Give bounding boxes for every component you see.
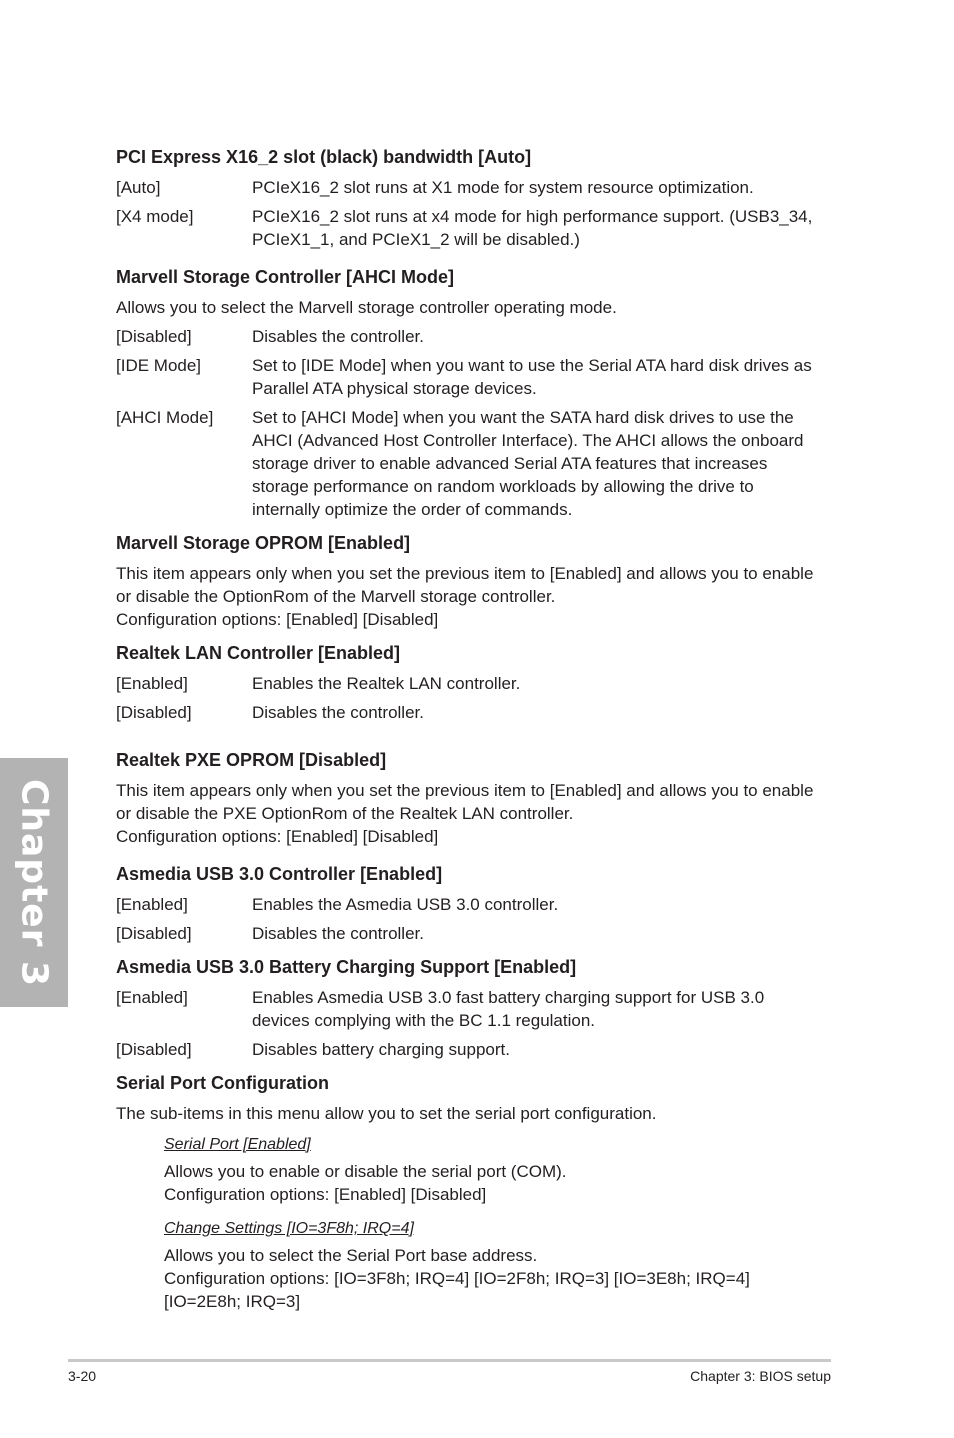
section-heading: Asmedia USB 3.0 Battery Charging Support [Enabled] (116, 957, 577, 977)
option-description-line: Disables the controller. (252, 327, 424, 346)
option-value: [Disabled] (116, 924, 192, 943)
section-description (116, 779, 832, 848)
sub-item (164, 1218, 832, 1313)
sub-item-line: Allows you to select the Serial Port base address. (164, 1246, 538, 1265)
option-row (116, 1038, 832, 1061)
description-line: This item appears only when you set the previous item to [Enabled] and allows you to enable (116, 564, 814, 583)
section-heading: Realtek LAN Controller [Enabled] (116, 643, 401, 663)
option-value: [Disabled] (116, 327, 192, 346)
chapter-side-tab-label: Chapter 3 (13, 778, 55, 987)
section (116, 531, 832, 631)
option-description (252, 893, 832, 916)
option-description-line: devices complying with the BC 1.1 regulation. (252, 1011, 596, 1030)
option-row (116, 701, 832, 724)
section-description (116, 562, 832, 631)
sub-item-line: Allows you to enable or disable the serial port (COM). (164, 1162, 567, 1181)
description-line: Configuration options: [Enabled] [Disabled] (116, 610, 439, 629)
option-description-line: storage performance on random workloads by allowing the drive to (252, 477, 754, 496)
option-row (116, 986, 832, 1032)
option-row (116, 354, 832, 400)
document-body (116, 145, 832, 1325)
option-description (252, 986, 832, 1032)
option-row (116, 176, 832, 199)
section (116, 862, 832, 945)
option-description-line: Enables Asmedia USB 3.0 fast battery charging support for USB 3.0 (252, 988, 765, 1007)
option-description (252, 701, 832, 724)
section-description (116, 296, 832, 319)
option-value: [Enabled] (116, 895, 188, 914)
option-description (252, 205, 832, 251)
option-row (116, 205, 832, 251)
section-heading: Marvell Storage OPROM [Enabled] (116, 533, 411, 553)
option-row (116, 325, 832, 348)
section (116, 265, 832, 521)
sub-item-description (164, 1244, 832, 1313)
section (116, 748, 832, 848)
option-description (252, 354, 832, 400)
sub-item-description (164, 1160, 832, 1206)
option-value: [Disabled] (116, 703, 192, 722)
description-line: Allows you to select the Marvell storage controller operating mode. (116, 298, 617, 317)
sub-item-line: Configuration options: [Enabled] [Disabled] (164, 1185, 487, 1204)
option-description (252, 325, 832, 348)
section-heading: PCI Express X16_2 slot (black) bandwidth [Auto] (116, 147, 532, 167)
option-description-line: PCIeX16_2 slot runs at x4 mode for high performance support. (USB3_34, (252, 207, 813, 226)
option-value: [X4 mode] (116, 207, 194, 226)
option-row (116, 672, 832, 695)
section-description (116, 1102, 832, 1125)
option-description (252, 1038, 832, 1061)
option-row (116, 922, 832, 945)
section-heading: Serial Port Configuration (116, 1073, 330, 1093)
option-description-line: Enables the Asmedia USB 3.0 controller. (252, 895, 559, 914)
description-line: or disable the OptionRom of the Marvell storage controller. (116, 587, 556, 606)
option-description-line: Enables the Realtek LAN controller. (252, 674, 521, 693)
section-heading: Realtek PXE OPROM [Disabled] (116, 750, 387, 770)
option-description-line: Disables the controller. (252, 703, 424, 722)
option-value: [AHCI Mode] (116, 408, 214, 427)
footer-page-number: 3-20 (68, 1368, 97, 1384)
sub-item-line: [IO=2E8h; IRQ=3] (164, 1292, 301, 1311)
sub-item-heading: Serial Port [Enabled] (164, 1136, 311, 1153)
option-value: [Enabled] (116, 988, 188, 1007)
section (116, 1071, 832, 1313)
option-row (116, 893, 832, 916)
sub-item (164, 1134, 832, 1206)
section (116, 145, 832, 251)
option-description-line: Parallel ATA physical storage devices. (252, 379, 537, 398)
description-line: The sub-items in this menu allow you to set the serial port configuration. (116, 1104, 657, 1123)
option-description-line: internally optimize the order of commands. (252, 500, 573, 519)
option-value: [Auto] (116, 178, 161, 197)
section-heading: Marvell Storage Controller [AHCI Mode] (116, 267, 455, 287)
option-description-line: Set to [IDE Mode] when you want to use the Serial ATA hard disk drives as (252, 356, 812, 375)
section-heading: Asmedia USB 3.0 Controller [Enabled] (116, 864, 443, 884)
option-description (252, 176, 832, 199)
footer-chapter-title: Chapter 3: BIOS setup (690, 1368, 831, 1384)
description-line: Configuration options: [Enabled] [Disabled] (116, 827, 439, 846)
footer-divider (68, 1359, 831, 1362)
option-description (252, 922, 832, 945)
option-description (252, 406, 832, 521)
section (116, 641, 832, 724)
option-description-line: Set to [AHCI Mode] when you want the SATA hard disk drives to use the (252, 408, 794, 427)
option-value: [Enabled] (116, 674, 188, 693)
sub-item-line: Configuration options: [IO=3F8h; IRQ=4] [IO=2F8h; IRQ=3] [IO=3E8h; IRQ=4] (164, 1269, 750, 1288)
option-description-line: PCIeX16_2 slot runs at X1 mode for system resource optimization. (252, 178, 754, 197)
option-description-line: storage driver to enable advanced Serial ATA features that increases (252, 454, 768, 473)
option-description-line: Disables the controller. (252, 924, 424, 943)
option-description-line: AHCI (Advanced Host Controller Interface). The AHCI allows the onboard (252, 431, 804, 450)
option-description-line: PCIeX1_1, and PCIeX1_2 will be disabled.) (252, 230, 580, 249)
description-line: This item appears only when you set the previous item to [Enabled] and allows you to enable (116, 781, 814, 800)
option-row (116, 406, 832, 521)
option-description-line: Disables battery charging support. (252, 1040, 510, 1059)
sub-item-heading: Change Settings [IO=3F8h; IRQ=4] (164, 1220, 414, 1237)
chapter-side-tab (0, 758, 68, 1007)
option-value: [Disabled] (116, 1040, 192, 1059)
description-line: or disable the PXE OptionRom of the Realtek LAN controller. (116, 804, 574, 823)
section (116, 955, 832, 1061)
option-description (252, 672, 832, 695)
option-value: [IDE Mode] (116, 356, 202, 375)
